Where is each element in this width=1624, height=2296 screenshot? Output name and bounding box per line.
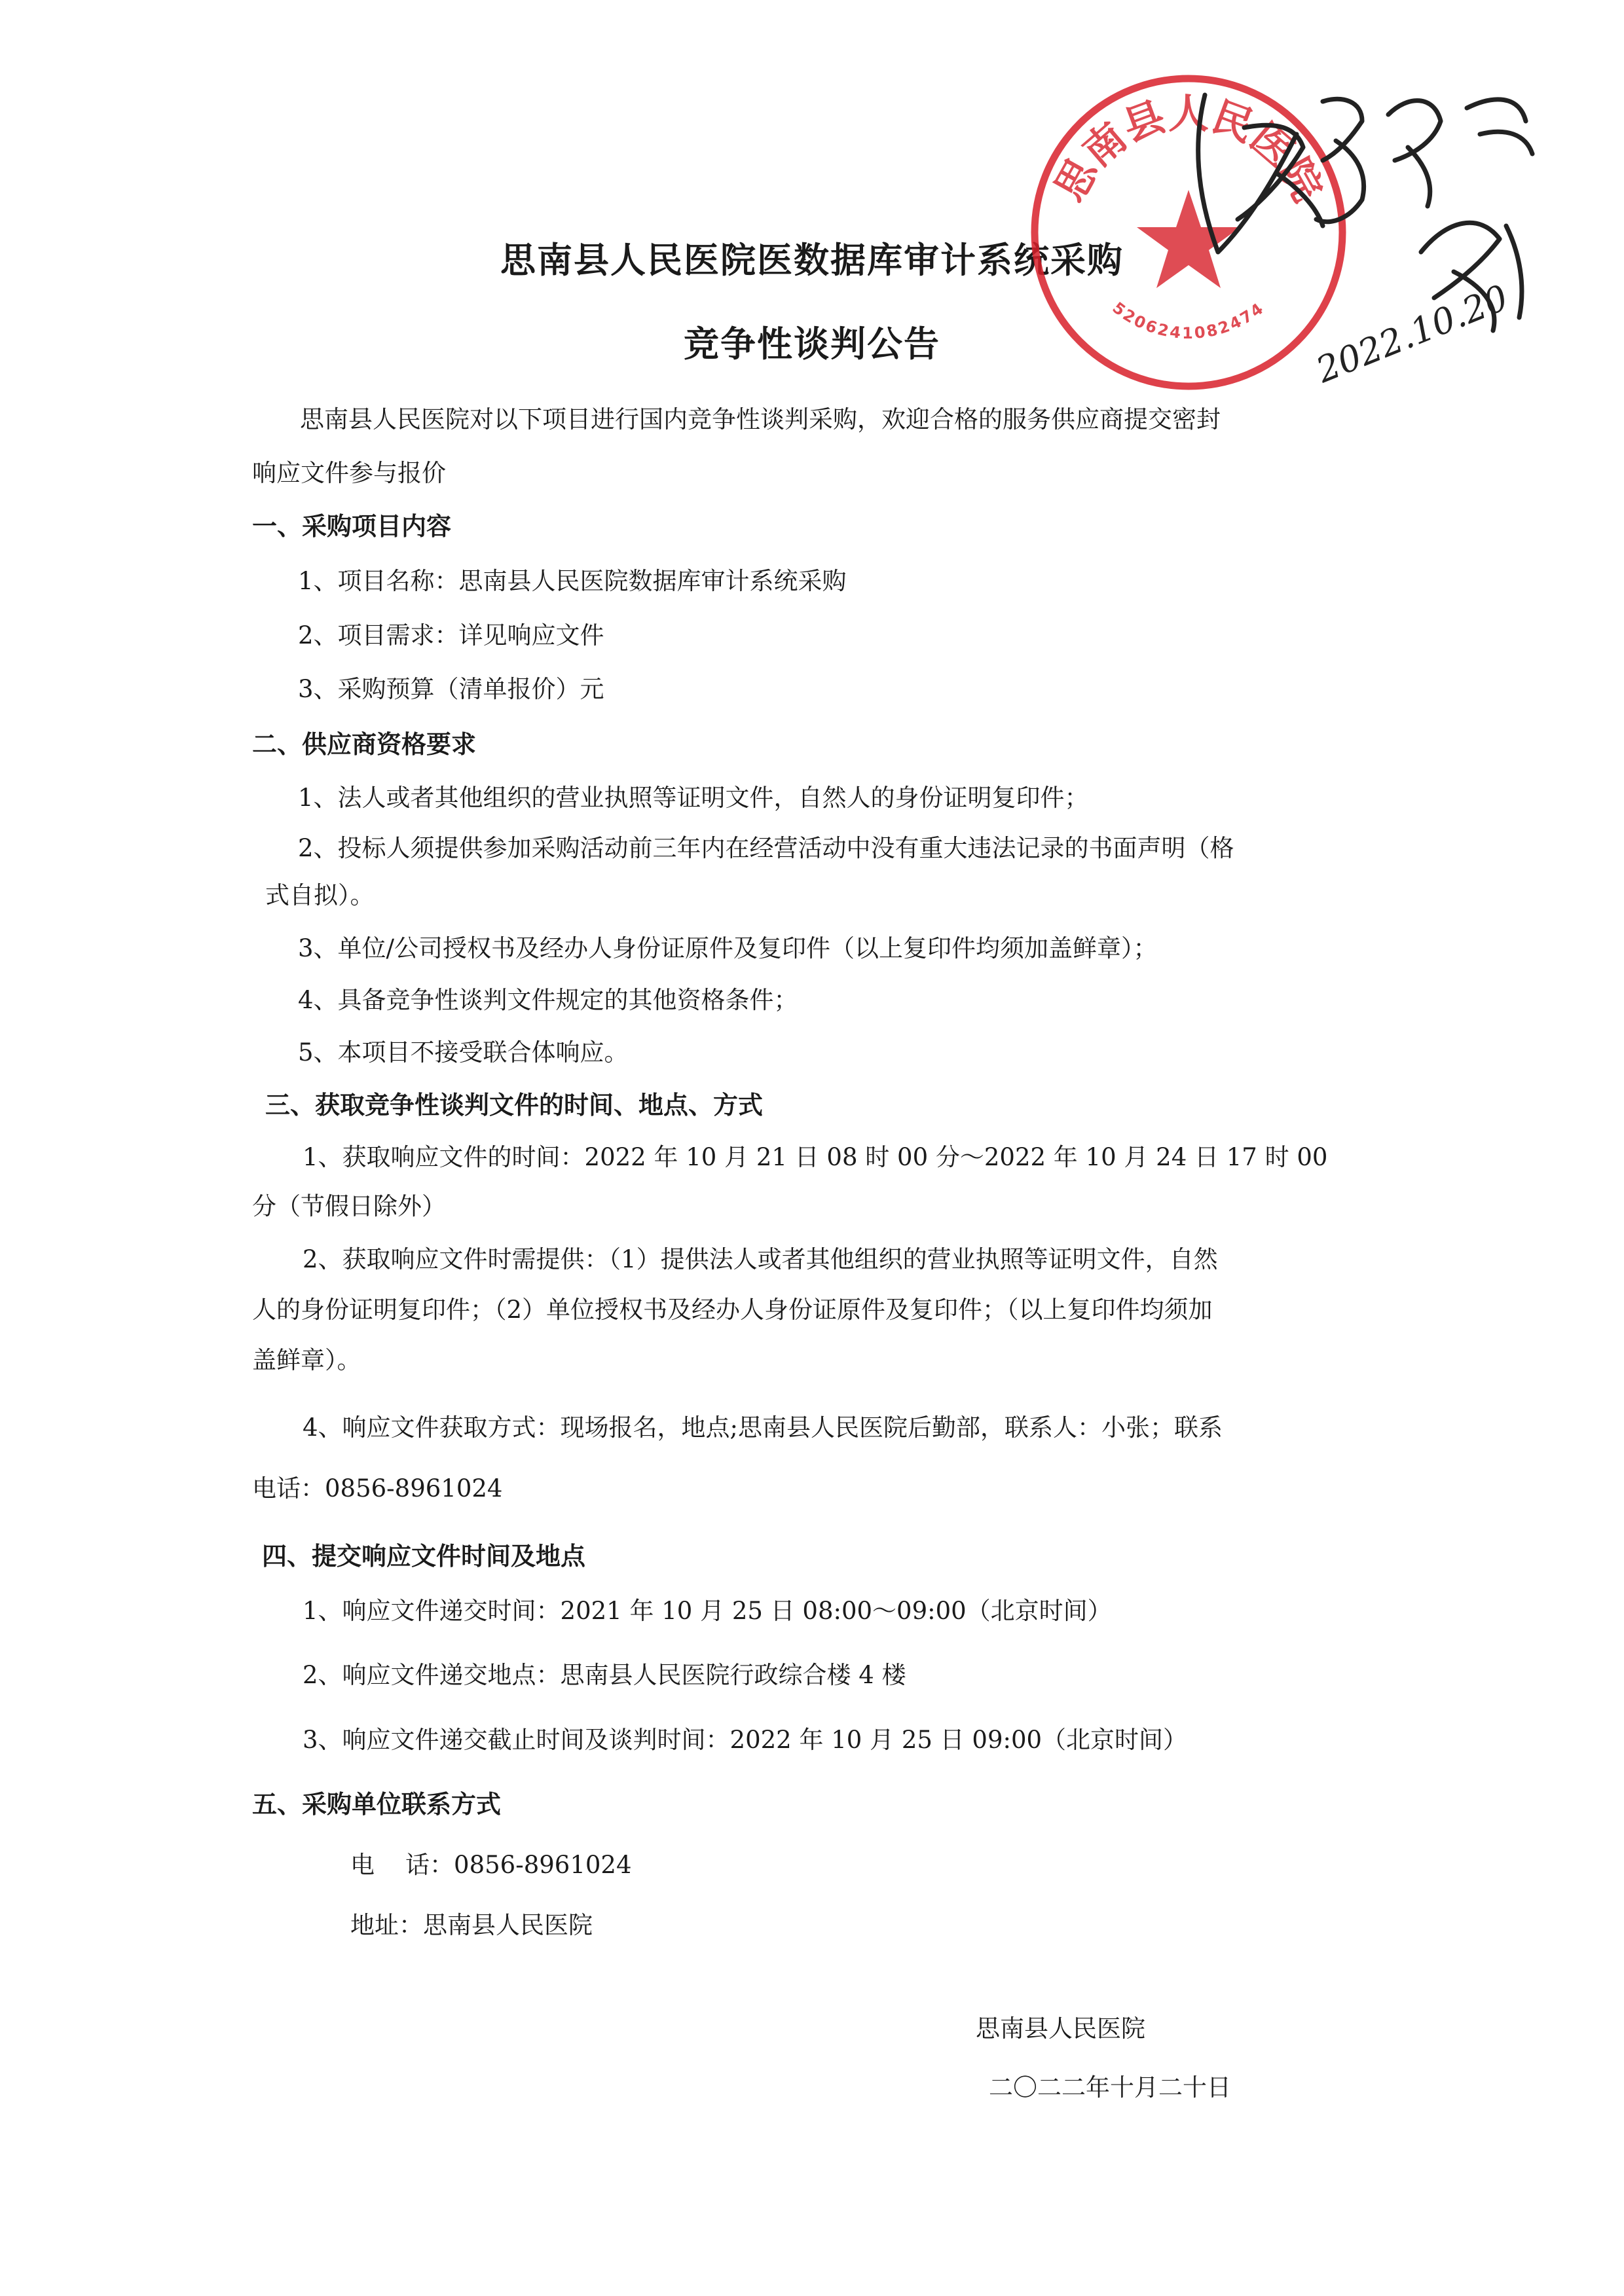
section1-item3: 3、采购预算（清单报价）元 [298, 675, 604, 703]
signature-date: 二〇二二年十月二十日 [989, 2073, 1231, 2102]
section2-item3: 3、单位/公司授权书及经办人身份证原件及复印件（以上复印件均须加盖鲜章）； [298, 934, 1158, 962]
seal-name-text: 思南县人民医院 [1045, 90, 1332, 210]
section1-heading: 一、采购项目内容 [252, 512, 452, 541]
section2-item2-line2: 式自拟）。 [265, 881, 375, 909]
section3-item1-line2: 分（节假日除外） [252, 1192, 446, 1220]
section3-item2-line2: 人的身份证明复印件；（2）单位授权书及经办人身份证原件及复印件；（以上复印件均须加 [252, 1296, 1213, 1324]
seal-code-text: 5206241082474 [1109, 298, 1268, 342]
section4-item3: 3、响应文件递交截止时间及谈判时间：2022 年 10 月 25 日 09:00（北京时间） [303, 1726, 1188, 1754]
section1-item2: 2、项目需求：详见响应文件 [298, 621, 604, 649]
section2-item1: 1、法人或者其他组织的营业执照等证明文件，自然人的身份证明复印件； [298, 784, 1089, 812]
section3-heading: 三、获取竞争性谈判文件的时间、地点、方式 [265, 1091, 764, 1120]
document-title-line1: 思南县人民医院医数据库审计系统采购 [500, 240, 1124, 281]
section2-item2-line1: 2、投标人须提供参加采购活动前三年内在经营活动中没有重大违法记录的书面声明（格 [298, 834, 1234, 862]
section4-item2: 2、响应文件递交地点：思南县人民医院行政综合楼 4 楼 [303, 1661, 906, 1689]
section3-item4-line2: 电话：0856-8961024 [252, 1474, 503, 1503]
section3-item4-line1: 4、响应文件获取方式：现场报名，地点;思南县人民医院后勤部，联系人：小张；联系 [303, 1413, 1223, 1442]
section2-item5: 5、本项目不接受联合体响应。 [298, 1038, 629, 1066]
handwritten-signature [1126, 56, 1624, 422]
section3-item2-line3: 盖鲜章）。 [252, 1346, 361, 1374]
section5-heading: 五、采购单位联系方式 [252, 1790, 502, 1819]
signature-organization: 思南县人民医院 [976, 2014, 1145, 2043]
section3-item1-line1: 1、获取响应文件的时间：2022 年 10 月 21 日 08 时 00 分～2022 年 10 月 24 日 17 时 00 [303, 1143, 1328, 1171]
section4-item1: 1、响应文件递交时间：2021 年 10 月 25 日 08:00～09:00（北京时间） [303, 1597, 1112, 1625]
section4-heading: 四、提交响应文件时间及地点 [262, 1542, 586, 1571]
document-title-line2: 竞争性谈判公告 [684, 323, 940, 365]
intro-line1: 思南县人民医院对以下项目进行国内竞争性谈判采购，欢迎合格的服务供应商提交密封 [300, 405, 1221, 433]
intro-line2: 响应文件参与报价 [252, 459, 446, 487]
section2-heading: 二、供应商资格要求 [252, 730, 477, 759]
section5-address: 地址：思南县人民医院 [350, 1911, 593, 1939]
section1-item1: 1、项目名称：思南县人民医院数据库审计系统采购 [298, 567, 847, 595]
section5-phone: 电 话：0856-8961024 [350, 1851, 632, 1879]
section3-item2-line1: 2、获取响应文件时需提供：（1）提供法人或者其他组织的营业执照等证明文件，自然 [303, 1245, 1218, 1273]
handwritten-date: 2022.10.20 [1310, 276, 1514, 392]
section2-item4: 4、具备竞争性谈判文件规定的其他资格条件； [298, 986, 798, 1014]
